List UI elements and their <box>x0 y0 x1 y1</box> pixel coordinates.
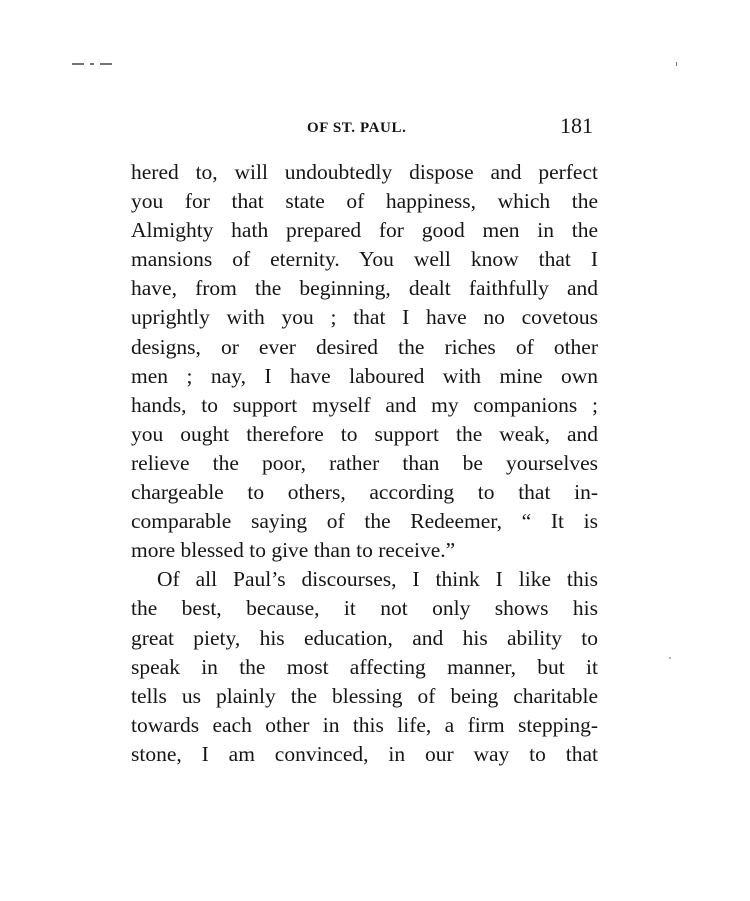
body-text <box>131 158 598 769</box>
scan-speck <box>669 657 671 659</box>
text-line: towards each other in this life, a firm stepping- <box>131 712 598 737</box>
text-line: men ; nay, I have laboured with mine own <box>131 363 598 388</box>
page-number: 181 <box>560 113 593 138</box>
text-line: designs, or ever desired the riches of other <box>131 334 598 359</box>
text-line: Almighty hath prepared for good men in the <box>131 218 598 243</box>
scan-mark-dashes <box>72 63 112 65</box>
text-line: tells us plainly the blessing of being charitable <box>131 683 598 708</box>
text-line: hered to, will undoubtedly dispose and perfect <box>131 160 598 184</box>
text-line: you for that state of happiness, which the <box>131 189 598 214</box>
text-line: chargeable to others, according to that in- <box>131 480 598 505</box>
text-line: uprightly with you ; that I have no covetous <box>131 305 598 330</box>
text-line: hands, to support myself and my companions ; <box>131 392 598 417</box>
text-line: the best, because, it not only shows his <box>131 596 598 621</box>
text-line: speak in the most affecting manner, but it <box>131 654 598 679</box>
text-line: stone, I am convinced, in our way to that <box>131 741 598 766</box>
running-head: OF ST. PAUL. <box>307 120 407 136</box>
text-line: have, from the beginning, dealt faithfully and <box>131 276 598 301</box>
text-line: relieve the poor, rather than be yourselves <box>131 450 598 475</box>
text-line: great piety, his education, and his ability to <box>131 625 598 650</box>
text-line: you ought therefore to support the weak, and <box>131 421 598 446</box>
paragraph-first-line: Of all Paul’s discourses, I think I like this <box>157 567 598 592</box>
scan-mark-tick <box>676 62 677 66</box>
text-line: comparable saying of the Redeemer, “ It is <box>131 509 598 534</box>
text-line: mansions of eternity. You well know that I <box>131 247 598 272</box>
paragraph-last-line: more blessed to give than to receive.” <box>131 538 456 563</box>
